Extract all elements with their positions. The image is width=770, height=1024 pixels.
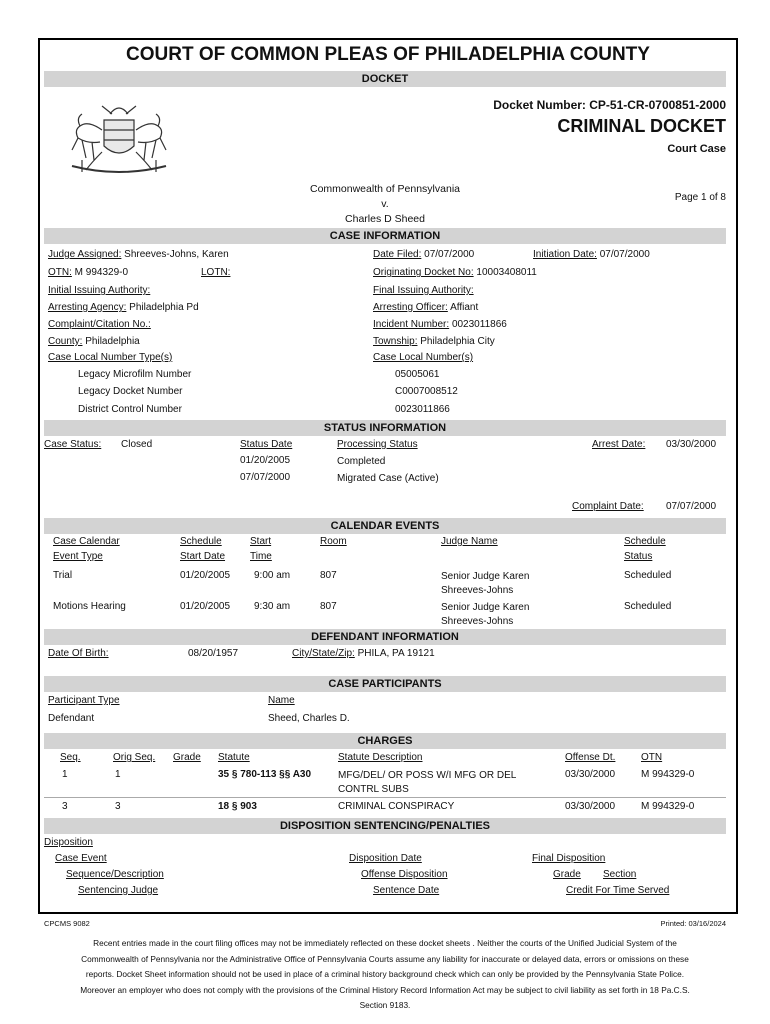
date-filed: Date Filed: 07/07/2000: [373, 249, 475, 260]
calendar-time: 9:30 am: [254, 601, 291, 612]
credit-time-served-label: Credit For Time Served: [566, 885, 670, 896]
caption-defendant: Charles D Sheed: [345, 213, 425, 225]
calendar-event: Motions Hearing: [53, 601, 126, 612]
docket-bar: DOCKET: [44, 71, 726, 87]
local-number-type: District Control Number: [78, 404, 182, 415]
col-header-judge: Judge Name: [441, 536, 498, 547]
charge-offense-date: 03/30/2000: [565, 801, 616, 812]
charge-description: MFG/DEL/ OR POSS W/I MFG OR DEL: [338, 770, 517, 781]
charge-offense-date: 03/30/2000: [565, 769, 616, 780]
disposition-bar: DISPOSITION SENTENCING/PENALTIES: [44, 818, 726, 834]
processing-status-label: Processing Status: [337, 439, 418, 450]
pennsylvania-seal-icon: [52, 100, 186, 180]
col-header-event: Case Calendar: [53, 536, 120, 547]
section-label: Section: [603, 869, 637, 880]
participant-name: Sheed, Charles D.: [268, 713, 350, 724]
participant-type: Defendant: [48, 713, 95, 724]
charge-seq: 3: [62, 801, 68, 812]
local-number-type: Legacy Microfilm Number: [78, 369, 192, 380]
charge-orig-seq: 3: [115, 801, 121, 812]
court-case-label: Court Case: [667, 143, 726, 155]
col-header-start: Start: [250, 536, 272, 547]
township: Township: Philadelphia City: [373, 336, 495, 347]
calendar-judge: Senior Judge Karen: [441, 602, 530, 613]
incident-number: Incident Number: 0023011866: [373, 319, 507, 330]
participant-name-label: Name: [268, 695, 295, 706]
complaint-citation-no: Complaint/Citation No.:: [48, 319, 151, 330]
case-participants-bar: CASE PARTICIPANTS: [44, 676, 726, 692]
charge-statute: 18 § 903: [218, 801, 257, 812]
city-state-zip: City/State/Zip: PHILA, PA 19121: [292, 648, 435, 659]
complaint-date-label: Complaint Date:: [572, 501, 644, 512]
calendar-status: Scheduled: [624, 570, 672, 581]
col-header-time: Time: [250, 551, 272, 562]
dob-label: Date Of Birth:: [48, 648, 109, 659]
col-header-seq: Seq.: [60, 752, 81, 763]
calendar-events-bar: CALENDAR EVENTS: [44, 518, 726, 534]
local-number: 05005061: [395, 369, 440, 380]
lotn-label: LOTN:: [201, 267, 231, 278]
arrest-date-label: Arrest Date:: [592, 439, 646, 450]
calendar-time: 9:00 am: [254, 570, 291, 581]
charge-description-cont: CONTRL SUBS: [338, 784, 409, 795]
calendar-date: 01/20/2005: [180, 570, 231, 581]
calendar-date: 01/20/2005: [180, 601, 231, 612]
charge-statute: 35 § 780-113 §§ A30: [218, 769, 312, 780]
disclaimer: Recent entries made in the court filing offices may not be immediately reflected on these docket sheets . Neither the courts of the Unified Judicial System of the Commonwealth of Pennsylvania nor the Administrative Office of Pennsylvania Courts assume any liability for inaccurate or delayed data, errors or omissions on these reports. Docket Sheet information should not be used in place of a criminal history background check which can only be provided by the Pennsylvania State Police. Moreover an employer who does not comply with the provisions of the Criminal History Record Information Act may be subject to civil liability as set forth in 18 Pa.C.S. Section 9183.: [80, 938, 690, 1010]
col-header-orig-seq: Orig Seq.: [113, 752, 156, 763]
final-issuing-authority: Final Issuing Authority:: [373, 285, 474, 296]
calendar-room: 807: [320, 601, 337, 612]
caption-v: v.: [381, 198, 389, 210]
docket-type: CRIMINAL DOCKET: [557, 116, 726, 136]
complaint-date-value: 07/07/2000: [666, 501, 717, 512]
printed-date: Printed: 03/16/2024: [660, 919, 726, 928]
col-header-schedule-status1: Schedule: [624, 536, 666, 547]
dob-value: 08/20/1957: [188, 648, 239, 659]
initiation-date: Initiation Date: 07/07/2000: [533, 249, 650, 260]
sequence-description-label: Sequence/Description: [66, 869, 164, 880]
calendar-judge: Senior Judge Karen: [441, 571, 530, 582]
charges-bar: CHARGES: [44, 733, 726, 749]
caption-plaintiff: Commonwealth of Pennsylvania: [310, 183, 460, 195]
case-status-value: Closed: [121, 439, 153, 450]
calendar-judge: Shreeves-Johns: [441, 585, 514, 596]
col-header-start-date: Start Date: [180, 551, 226, 562]
col-header-statute: Statute: [218, 752, 250, 763]
local-number-type: Legacy Docket Number: [78, 386, 183, 397]
calendar-status: Scheduled: [624, 601, 672, 612]
case-local-number-types-label: Case Local Number Type(s): [48, 352, 173, 363]
charge-description: CRIMINAL CONSPIRACY: [338, 801, 455, 812]
calendar-event: Trial: [53, 570, 73, 581]
processing-status: Completed: [337, 456, 386, 467]
local-number: C0007008512: [395, 386, 458, 397]
grade-label: Grade: [553, 869, 581, 880]
col-header-statute-desc: Statute Description: [338, 752, 423, 763]
disposition-date-label: Disposition Date: [349, 853, 422, 864]
case-status-label: Case Status:: [44, 439, 102, 450]
sentence-date-label: Sentence Date: [373, 885, 440, 896]
county: County: Philadelphia: [48, 336, 140, 347]
sentencing-judge-label: Sentencing Judge: [78, 885, 159, 896]
offense-disposition-label: Offense Disposition: [361, 869, 448, 880]
processing-status: Migrated Case (Active): [337, 473, 439, 484]
col-header-grade: Grade: [173, 752, 201, 763]
originating-docket: Originating Docket No: 10003408011: [373, 267, 537, 278]
local-number: 0023011866: [395, 404, 450, 415]
participant-type-label: Participant Type: [48, 695, 120, 706]
calendar-judge: Shreeves-Johns: [441, 616, 514, 627]
col-header-otn: OTN: [641, 752, 663, 763]
status-date-label: Status Date: [240, 439, 293, 450]
charge-otn: M 994329-0: [641, 769, 695, 780]
charge-divider: [44, 797, 726, 798]
disposition-label: Disposition: [44, 837, 93, 848]
calendar-room: 807: [320, 570, 337, 581]
form-number: CPCMS 9082: [44, 919, 90, 928]
charge-orig-seq: 1: [115, 769, 121, 780]
col-header-offense-dt: Offense Dt.: [565, 752, 616, 763]
col-header-schedule: Schedule: [180, 536, 222, 547]
arresting-officer: Arresting Officer: Affiant: [373, 302, 479, 313]
charge-otn: M 994329-0: [641, 801, 695, 812]
court-title: COURT OF COMMON PLEAS OF PHILADELPHIA COUNTY: [126, 44, 650, 65]
otn: OTN: M 994329-0: [48, 267, 129, 278]
case-information-bar: CASE INFORMATION: [44, 228, 726, 244]
charge-seq: 1: [62, 769, 68, 780]
case-local-numbers-label: Case Local Number(s): [373, 352, 474, 363]
arrest-date-value: 03/30/2000: [666, 439, 717, 450]
status-date: 07/07/2000: [240, 472, 291, 483]
judge-assigned: Judge Assigned: Shreeves-Johns, Karen: [48, 249, 229, 260]
case-event-label: Case Event: [55, 853, 107, 864]
col-header-event-type: Event Type: [53, 551, 103, 562]
status-date: 01/20/2005: [240, 455, 291, 466]
docket-number: Docket Number: CP-51-CR-0700851-2000: [493, 98, 726, 112]
page-indicator: Page 1 of 8: [674, 192, 726, 203]
initial-issuing-authority: Initial Issuing Authority:: [48, 285, 151, 296]
arresting-agency: Arresting Agency: Philadelphia Pd: [48, 302, 199, 313]
status-information-bar: STATUS INFORMATION: [44, 420, 726, 436]
defendant-information-bar: DEFENDANT INFORMATION: [44, 629, 726, 645]
final-disposition-label: Final Disposition: [532, 853, 606, 864]
col-header-schedule-status2: Status: [624, 551, 653, 562]
col-header-room: Room: [320, 536, 347, 547]
